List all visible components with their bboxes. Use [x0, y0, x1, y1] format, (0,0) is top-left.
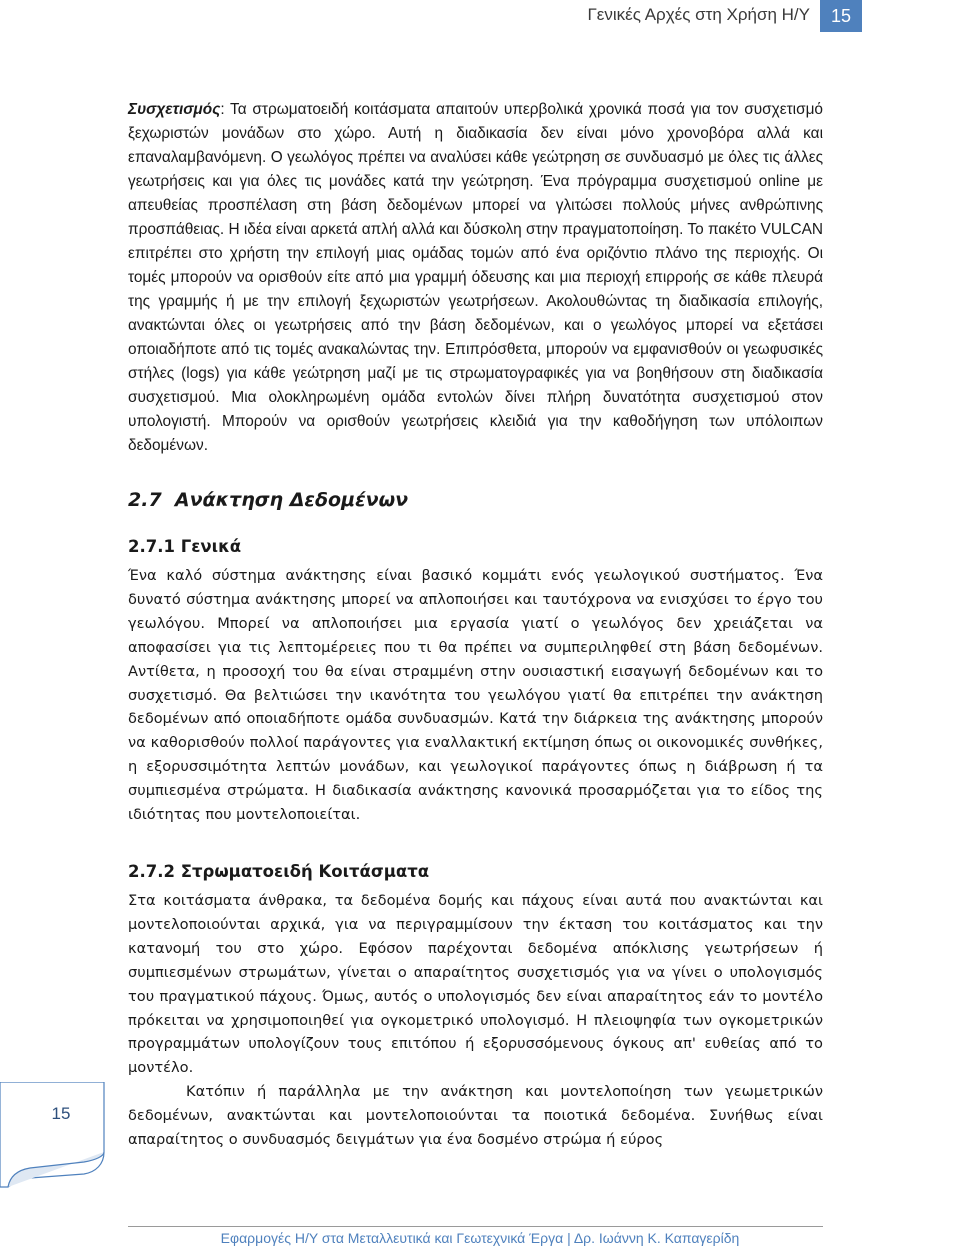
section-heading	[128, 488, 823, 512]
side-page-number: 15	[51, 1104, 71, 1123]
general-paragraph: Ένα καλό σύστημα ανάκτησης είναι βασικό κομμάτι ενός γεωλογικού συστήματος. Ένα δυνατό σύστημα ανάκτησης μπορεί να απλοποιήσει και ταυτόχρονα να ενισχύσει το έργο του γεωλόγου. Μπορεί να απλοποιήσει μια εργασία γιατί ο γεωλόγος δεν χρειάζεται να αποφασίσει για τις λεπτομέρειες που τι θα πρέπει να συμπεριληφθεί στη βάση δεδομένων. Αντίθετα, η προσοχή του θα είναι στραμμένη στην ουσιαστική εισαγωγή δεδομένων και το συσχετισμό. Θα βελτιώσει την ικανότητα του γεωλόγου γιατί θα επιτρέπει την ανάκτηση δεδομένων από οποιαδήποτε ομάδα συνδυασμών. Κατά την διάρκεια της ανάκτησης μπορούν να καθορισθούν πολλοί παράγοντες για εναλλακτική εκτίμηση όπως οι οικονομικές συνθήκες, η εξορυσσιμότητα λεπτών μονάδων, και γεωλογικοί παράγοντες όπως η διάβρωση ή τα συμπιεσμένα στρώματα. Η διαδικασία ανάκτησης κανονικά προσαρμόζεται για το είδος της ιδιότητας που μοντελοποιείται.	[128, 567, 823, 824]
side-page-marker	[0, 1082, 118, 1188]
header-page-number: 15	[820, 0, 862, 32]
footer-text: Εφαρμογές Η/Υ στα Μεταλλευτικά και Γεωτεχνικά Έργα | Δρ. Ιωάννη Κ. Καπαγερίδη	[220, 1230, 740, 1246]
section-title: Ανάκτηση Δεδομένων	[174, 489, 409, 511]
intro-first-part: : Τα στρωματοειδή κοιτάσματα απαιτούν υπερβολικά χρονικά ποσά για τον συσχετισμό ξεχωριστών μονάδων στο χώρο. Αυτή η διαδικασία δεν είναι μόνο χρονοβόρα αλλά και επαναλαμβανόμενη. Ο γεωλόγος πρέπει να αναλύσει κάθε γεώτρηση σε συνδυασμό με όλες τις άλλες γεωτρήσεις και για όλες τις μονάδες κατά την γεώτρηση. Ένα πρόγραμμα συσχετισμού online με απευθείας προσπέλαση στη βάση δεδομένων μπορεί να γλιτώσει πολλούς μήνες ανθρώπινης προσπάθειας. Η ιδέα είναι αρκετά απλή αλλά και δύσκολη στην πραγματοποίηση. Το πακέτο VULCAN επιτρέπει στο χρήστη την επιλογή μιας ομάδας τομών από ένα οριζόντιο πλάνο της περιοχής.	[128, 101, 823, 262]
running-header-title: Γενικές Αρχές στη Χρήση Η/Υ	[587, 5, 810, 24]
subsection-heading-stratiform: 2.7.2 Στρωματοειδή Κοιτάσματα	[128, 861, 430, 881]
subsection-heading-general: 2.7.1 Γενικά	[128, 537, 242, 556]
stratiform-paragraph-2: Κατόπιν ή παράλληλα με την ανάκτηση και μοντελοποίηση των γεωμετρικών δεδομένων, ανακτώνται και μοντελοποιούνται τα ποιοτικά δεδομένα. Συνήθως είναι απαραίτητος ο συνδυασμός δειγμάτων για ένα δοσμένο στρώμα ή εύρος	[128, 1083, 823, 1149]
intro-rest: Οι τομές μπορούν να ορισθούν είτε από μια γραμμή όδευσης και μια περιοχή επιρροής σε κάθε πλευρά της γραμμής ή με την επιλογή ξεχωριστών γεωτρήσεων. Ακολουθώντας τη διαδικασία επιλογής, ανακτώνται όλες οι γεωτρήσεις από την βάση δεδομένων, και ο γεωλόγος μπορεί να εξετάσει οποιαδήποτε από τις τομές ανακαλώντας την. Επιπρόσθετα, μπορούν να εμφανισθούν οι γεωφυσικές στήλες (logs) για κάθε γεώτρηση μαζί με τις στρωματογραφικές για να βοηθήσουν στη διαδικασία συσχετισμού. Μια ολοκληρωμένη ομάδα εντολών δίνει πλήρη δυνατότητα συσχετισμού στον υπολογιστή. Μπορούν να ορισθούν γεωτρήσεις κλειδιά για την καθοδήγηση των υπόλοιπων δεδομένων.	[128, 245, 823, 454]
page-body	[128, 98, 823, 1152]
footer-divider	[128, 1226, 823, 1227]
intro-paragraph	[128, 98, 823, 458]
stratiform-paragraph-1: Στα κοιτάσματα άνθρακα, τα δεδομένα δομής και πάχους είναι αυτά που ανακτώνται και μοντελοποιούνται αρχικά, για να περιγραμμίσουν την έκταση του κοιτάσματος και την κατανομή του στο χώρο. Εφόσον παρέχονται δεδομένα απόκλισης γεωτρήσεων ή συμπιεσμένων στρωμάτων, γίνεται ο απαραίτητος συσχετισμός για να γίνει ο υπολογισμός του πραγματικού πάχους. Όμως, αυτός ο υπολογισμός δεν είναι απαραίτητος εάν το μοντέλο πρόκειται να χρησιμοποιηθεί για ογκομετρικό υπολογισμό. Η πλειοψηφία των ογκομετρικών προγραμμάτων υπολογίζουν τους επιτόπου ή εξορυσσόμενους όγκους απ' ευθείας από το μοντέλο.	[128, 891, 823, 1077]
page-curl-graphic	[0, 1082, 118, 1188]
section-number: 2.7	[128, 489, 162, 511]
intro-term: Συσχετισμός	[128, 101, 221, 118]
